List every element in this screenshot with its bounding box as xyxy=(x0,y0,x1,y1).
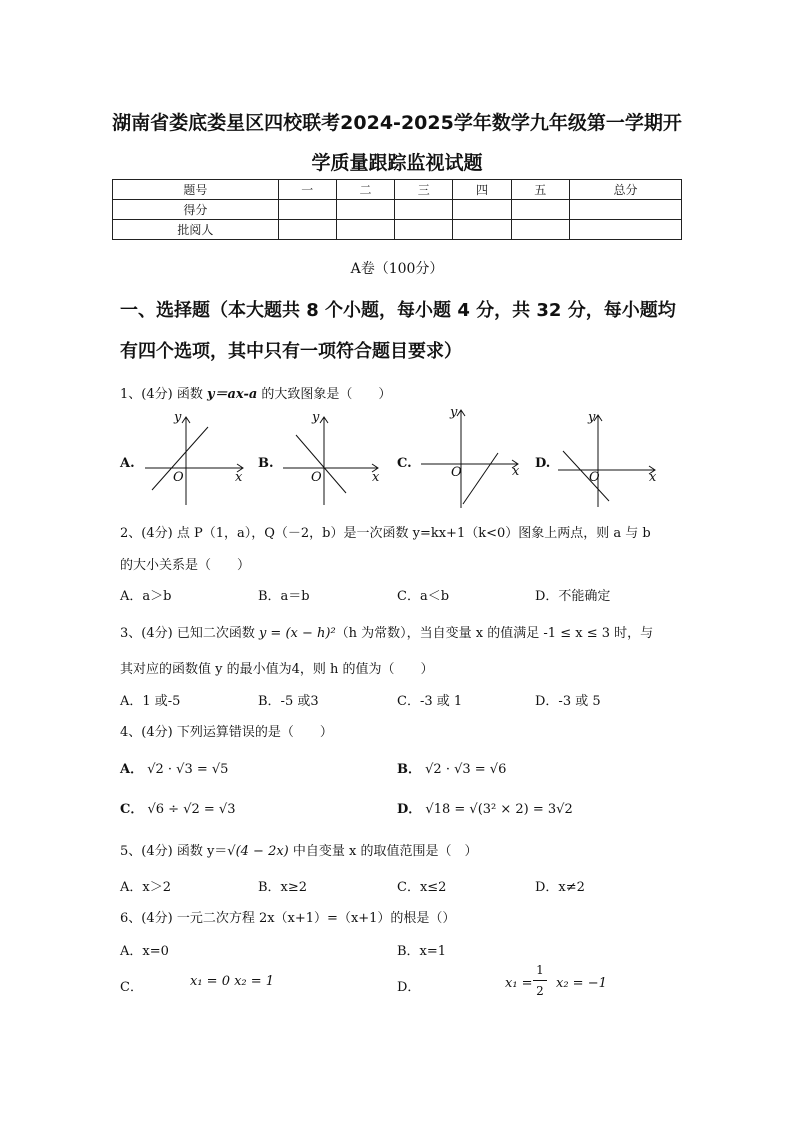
q4-option-b-label: B． xyxy=(397,762,421,777)
q4-option-b[interactable] xyxy=(397,758,506,777)
table-row xyxy=(113,180,682,200)
q2-option-c[interactable]: C．a＜b xyxy=(397,589,450,604)
table-cell: 总分 xyxy=(569,180,681,200)
q4-option-d-expr: √18 = √(3² × 2) = 3√2 xyxy=(425,802,573,817)
q1-a-y-label: y xyxy=(174,410,182,425)
q3-option-d[interactable]: D．-3 或 5 xyxy=(535,694,601,709)
score-input-cell[interactable] xyxy=(569,200,681,220)
q3-option-a[interactable]: A．1 或-5 xyxy=(120,694,181,709)
question-2-line2: 的大小关系是（ ） xyxy=(120,558,251,573)
q3-option-b[interactable]: B．-5 或3 xyxy=(258,694,319,709)
q4-option-a-label: A． xyxy=(120,762,144,777)
table-cell: 题号 xyxy=(113,180,279,200)
q1-d-origin: O xyxy=(589,470,600,485)
fraction-bar xyxy=(533,980,547,981)
q4-option-c-expr: √6 ÷ √2 = √3 xyxy=(147,802,236,817)
question-3-line2: 其对应的函数值 y 的最小值为4，则 h 的值为（ ） xyxy=(120,662,434,677)
q1-a-origin: O xyxy=(173,470,184,485)
q6-option-b[interactable]: B．x=1 xyxy=(397,944,447,959)
question-3-formula: y = (x − h)² xyxy=(258,626,336,641)
page-title-line2: 学质量跟踪监视试题 xyxy=(311,152,483,174)
question-3-prefix: 3、(4分) 已知二次函数 xyxy=(120,626,259,641)
question-5-suffix: 中自变量 x 的取值范围是（ ） xyxy=(288,844,478,859)
q6-option-c-expr: x₁ = 0 x₂ = 1 xyxy=(190,974,275,989)
q1-c-y-label: y xyxy=(450,405,458,420)
table-cell: 四 xyxy=(453,180,511,200)
table-cell: 批阅人 xyxy=(113,220,279,240)
score-input-cell[interactable] xyxy=(453,200,511,220)
question-1-stem xyxy=(120,383,391,402)
question-6-stem: 6、(4分) 一元二次方程 2x（x+1）=（x+1）的根是（） xyxy=(120,911,456,926)
score-input-cell[interactable] xyxy=(395,220,453,240)
q6-option-d-x1: x₁ = xyxy=(505,976,533,991)
section-heading-line2: 有四个选项，其中只有一项符合题目要求） xyxy=(120,341,462,362)
score-table xyxy=(112,179,682,240)
question-2-line1: 2、(4分) 点 P（1，a），Q（－2，b）是一次函数 y=kx+1（k<0）图象上两点，则 a 与 b xyxy=(120,526,651,541)
question-3-line1 xyxy=(120,622,653,641)
question-1-prefix: 1、(4分) 函数 xyxy=(120,387,207,402)
q2-option-a[interactable]: A．a＞b xyxy=(120,589,172,604)
q5-option-a[interactable]: A．x＞2 xyxy=(120,880,171,895)
q6-option-d-numerator: 1 xyxy=(536,963,544,977)
q4-option-d[interactable] xyxy=(397,798,573,817)
q5-option-d[interactable]: D．x≠2 xyxy=(535,880,585,895)
question-3-middle: （h 为常数），当自变量 x 的值满足 -1 ≤ x ≤ 3 时，与 xyxy=(335,626,654,641)
table-cell: 得分 xyxy=(113,200,279,220)
question-5-formula: √(4 − 2x) xyxy=(227,844,289,859)
q1-d-y-label: y xyxy=(588,410,596,425)
q1-option-a-label[interactable]: A. xyxy=(120,456,135,471)
score-input-cell[interactable] xyxy=(395,200,453,220)
score-input-cell[interactable] xyxy=(511,220,569,240)
q1-option-b-label[interactable]: B. xyxy=(258,456,274,471)
question-4-stem: 4、(4分) 下列运算错误的是（ ） xyxy=(120,725,333,740)
table-row xyxy=(113,220,682,240)
q4-option-a[interactable] xyxy=(120,758,228,777)
table-cell: 五 xyxy=(511,180,569,200)
q2-option-b[interactable]: B．a＝b xyxy=(258,589,310,604)
score-input-cell[interactable] xyxy=(511,200,569,220)
q1-graph-d xyxy=(555,405,660,510)
q5-option-c[interactable]: C．x≤2 xyxy=(397,880,447,895)
q1-d-x-label: x xyxy=(649,470,657,485)
q1-graph-a xyxy=(140,405,250,510)
question-1-formula: y＝ax-a xyxy=(206,387,258,402)
q6-option-a[interactable]: A．x=0 xyxy=(120,944,169,959)
section-heading-line1: 一、选择题（本大题共 8 个小题，每小题 4 分，共 32 分，每小题均 xyxy=(120,300,676,321)
q6-option-d-x2: x₂ = −1 xyxy=(556,976,607,991)
q2-option-d[interactable]: D．不能确定 xyxy=(535,589,611,604)
q6-option-d-label[interactable]: D． xyxy=(397,980,421,995)
score-input-cell[interactable] xyxy=(278,200,336,220)
q1-graph-b xyxy=(280,405,390,510)
table-cell: 二 xyxy=(336,180,394,200)
q4-option-d-label: D． xyxy=(397,802,422,817)
q4-option-c-label: C． xyxy=(120,802,144,817)
q1-a-x-label: x xyxy=(235,470,243,485)
q1-graph-c xyxy=(418,400,523,510)
q1-option-c-label[interactable]: C. xyxy=(397,456,412,471)
score-input-cell[interactable] xyxy=(336,200,394,220)
page-title-line1: 湖南省娄底娄星区四校联考2024-2025学年数学九年级第一学期开 xyxy=(112,112,682,134)
question-5-stem xyxy=(120,840,478,859)
q5-option-b[interactable]: B．x≥2 xyxy=(258,880,308,895)
q1-option-d-label[interactable]: D. xyxy=(535,456,551,471)
score-input-cell[interactable] xyxy=(336,220,394,240)
q6-option-c-label[interactable]: C． xyxy=(120,980,143,995)
q4-option-b-expr: √2 · √3 = √6 xyxy=(425,762,507,777)
question-1-suffix: 的大致图象是（ ） xyxy=(257,387,392,402)
q4-option-a-expr: √2 · √3 = √5 xyxy=(147,762,229,777)
q6-option-d-denominator: 2 xyxy=(536,984,544,998)
part-a-heading: A卷（100分） xyxy=(350,261,444,277)
score-input-cell[interactable] xyxy=(278,220,336,240)
q1-b-x-label: x xyxy=(372,470,380,485)
q1-c-origin: O xyxy=(451,465,462,480)
table-cell: 一 xyxy=(278,180,336,200)
score-input-cell[interactable] xyxy=(569,220,681,240)
q4-option-c[interactable] xyxy=(120,798,235,817)
q1-c-x-label: x xyxy=(512,464,520,479)
table-cell: 三 xyxy=(395,180,453,200)
table-row xyxy=(113,200,682,220)
question-5-prefix: 5、(4分) 函数 y＝ xyxy=(120,844,228,859)
q1-b-y-label: y xyxy=(312,410,320,425)
score-input-cell[interactable] xyxy=(453,220,511,240)
q1-b-origin: O xyxy=(311,470,322,485)
q3-option-c[interactable]: C．-3 或 1 xyxy=(397,694,463,709)
